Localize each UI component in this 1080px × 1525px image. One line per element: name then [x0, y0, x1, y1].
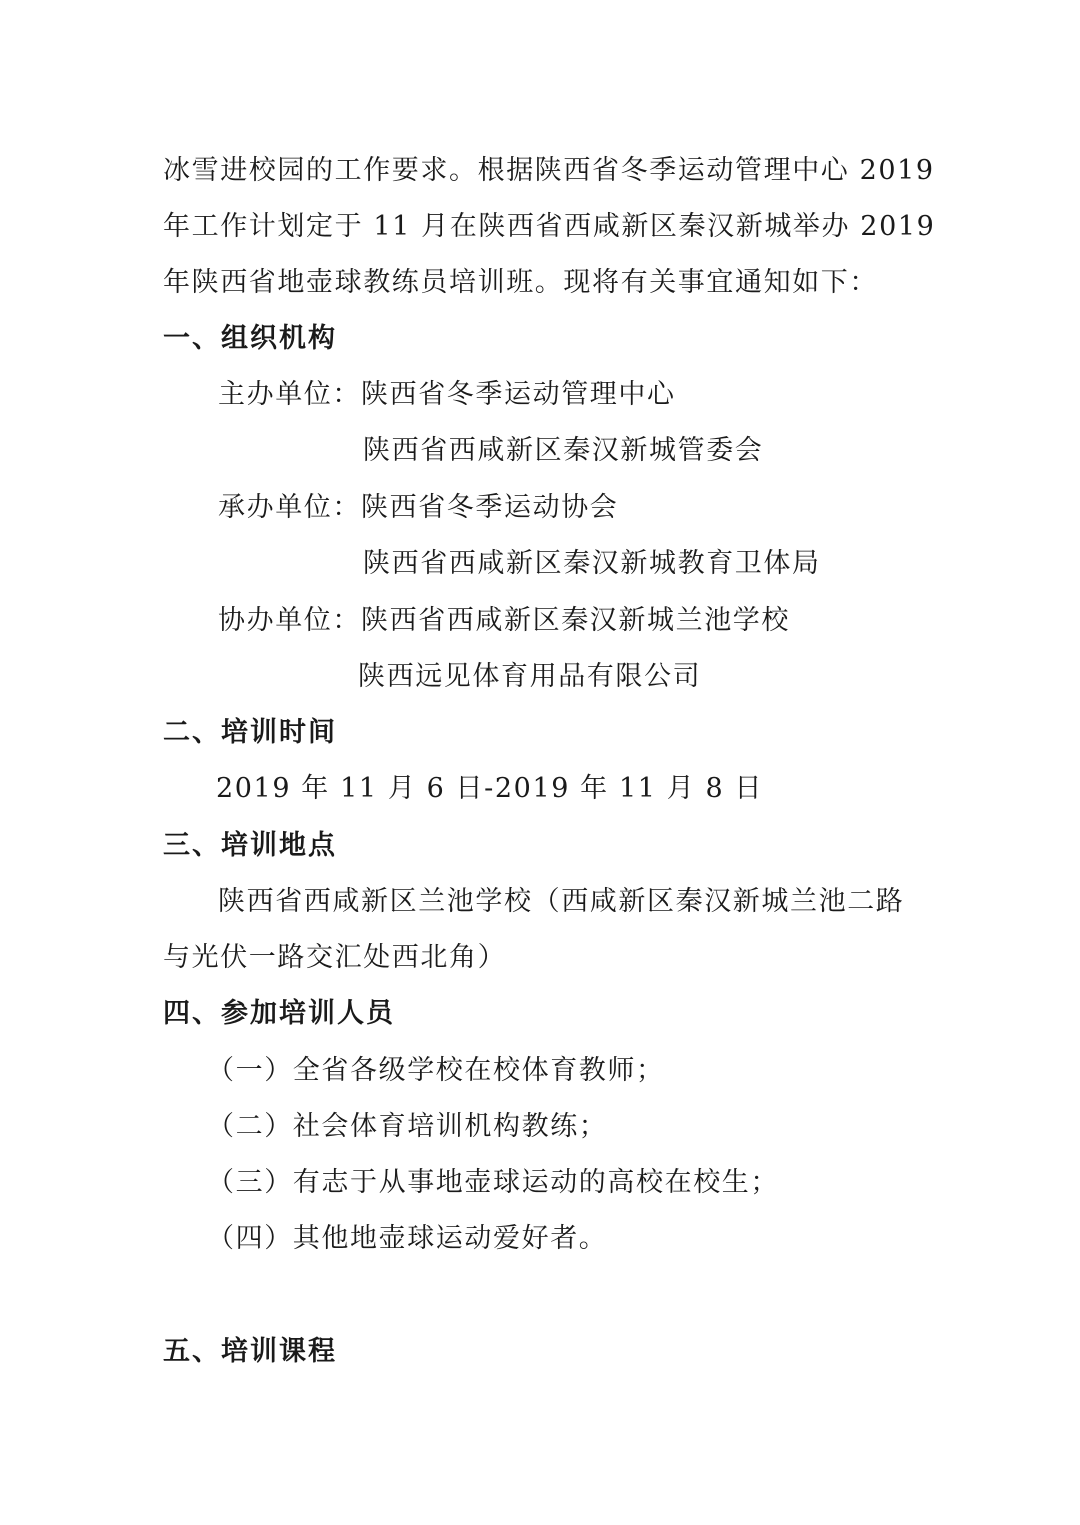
participant-item: （四）其他地壶球运动爱好者。: [207, 1223, 608, 1254]
co-organizer-row: [218, 604, 790, 638]
co-organizer-value-2: 陕西远见体育用品有限公司: [358, 661, 702, 692]
intro-line-3: 年陕西省地壶球教练员培训班。现将有关事宜通知如下：: [163, 267, 878, 298]
section-heading-participants: 四、参加培训人员: [163, 998, 395, 1029]
section-heading-location: 三、培训地点: [163, 830, 337, 861]
host-row: [218, 491, 618, 525]
training-time: 2019 年 11 月 6 日-2019 年 11 月 8 日: [216, 773, 764, 804]
host-value-1: 陕西省冬季运动协会: [361, 492, 619, 523]
organizer-value-1: 陕西省冬季运动管理中心: [361, 379, 676, 410]
organizer-row: [218, 378, 676, 412]
host-label: 承办单位：: [218, 492, 361, 523]
co-organizer-value-1: 陕西省西咸新区秦汉新城兰池学校: [361, 605, 790, 636]
host-value-2: 陕西省西咸新区秦汉新城教育卫体局: [363, 548, 821, 579]
location-line-1: 陕西省西咸新区兰池学校（西咸新区秦汉新城兰池二路: [218, 886, 905, 917]
participant-item: （一）全省各级学校在校体育教师；: [207, 1055, 665, 1086]
intro-line-1: 冰雪进校园的工作要求。根据陕西省冬季运动管理中心 2019: [163, 155, 935, 186]
intro-line-2: 年工作计划定于 11 月在陕西省西咸新区秦汉新城举办 2019: [163, 211, 936, 242]
section-heading-time: 二、培训时间: [163, 717, 337, 748]
organizer-label: 主办单位：: [218, 379, 361, 410]
co-organizer-label: 协办单位：: [218, 605, 361, 636]
participant-item: （二）社会体育培训机构教练；: [207, 1111, 608, 1142]
participant-item: （三）有志于从事地壶球运动的高校在校生；: [207, 1167, 779, 1198]
section-heading-courses: 五、培训课程: [163, 1336, 337, 1367]
section-heading-organization: 一、组织机构: [163, 323, 337, 354]
location-line-2: 与光伏一路交汇处西北角）: [163, 942, 507, 973]
organizer-value-2: 陕西省西咸新区秦汉新城管委会: [363, 435, 764, 466]
